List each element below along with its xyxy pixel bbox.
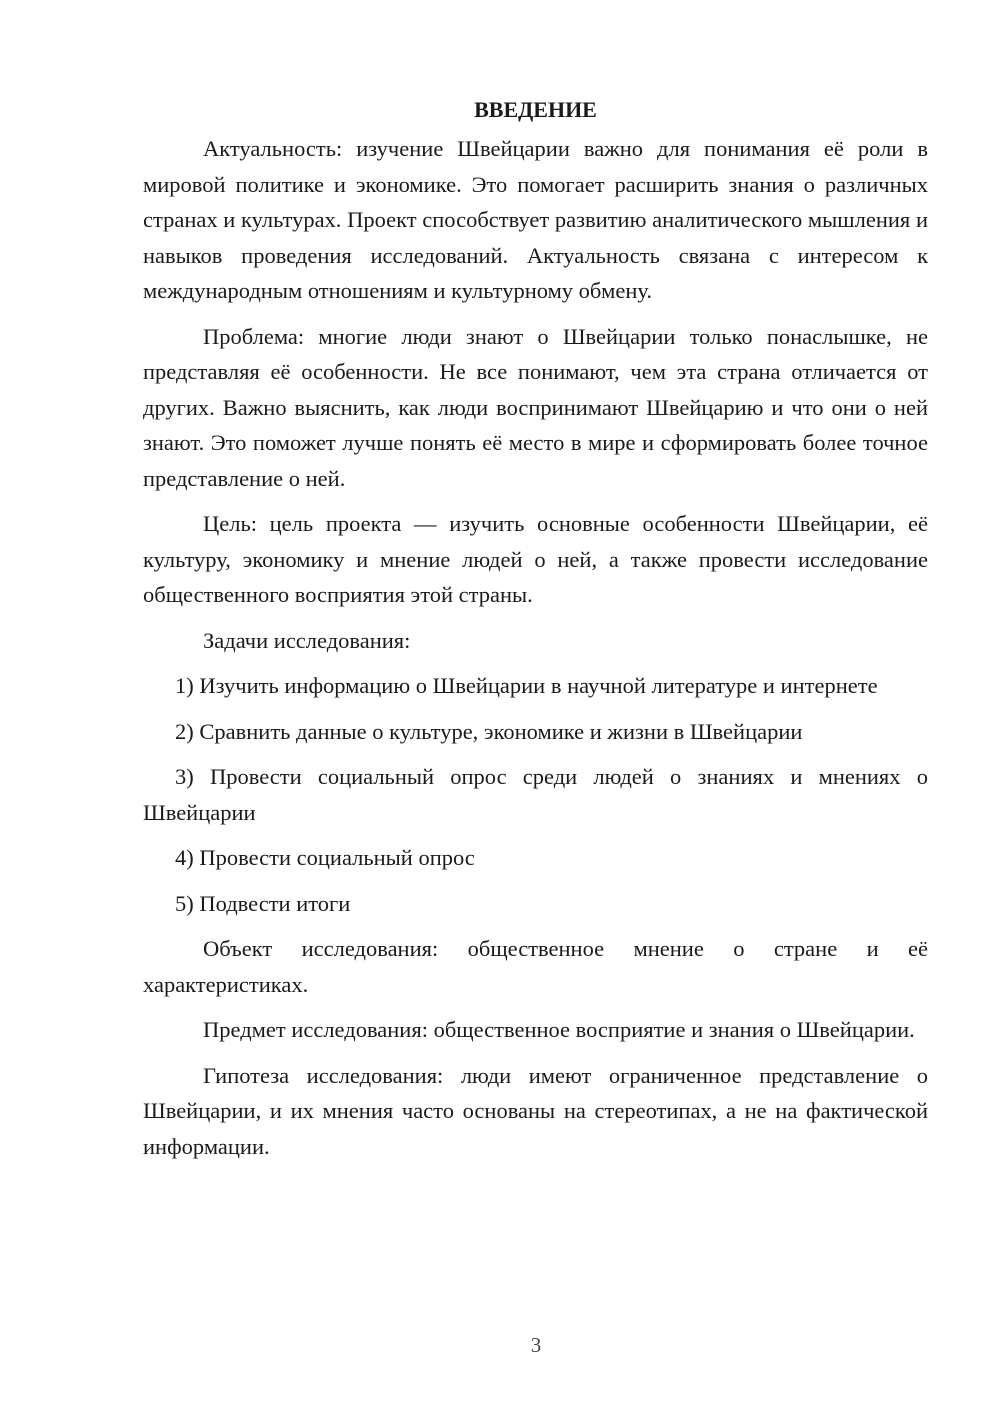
task-item-1: 1) Изучить информацию о Швейцарии в научной литературе и интернете bbox=[175, 673, 878, 698]
paragraph-problem: Проблема: многие люди знают о Швейцарии только понаслышке, не представляя её особенности. Не все понимают, чем эта страна отличается от других. Важно выяснить, как люди воспринимают Швейцарию и что они о ней знают. Это поможет лучше понять её место в мире и сформировать более точное представление о ней. bbox=[143, 323, 928, 491]
section-title: ВВЕДЕНИЕ bbox=[474, 97, 597, 122]
tasks-heading: Задачи исследования: bbox=[203, 627, 411, 653]
paragraph-subject: Предмет исследования: общественное восприятие и знания о Швейцарии. bbox=[203, 1017, 915, 1042]
paragraph-hypothesis: Гипотеза исследования: люди имеют ограниченное представление о Швейцарии, и их мнения часто основаны на стереотипах, а не на фактической информации. bbox=[143, 1062, 928, 1159]
paragraph-goal: Цель: цель проекта — изучить основные особенности Швейцарии, её культуру, экономику и мнение людей о ней, а также провести исследование общественного восприятия этой страны. bbox=[143, 511, 928, 607]
document-page bbox=[143, 92, 928, 1174]
task-item-5: 5) Подвести итоги bbox=[175, 890, 351, 916]
paragraph-relevance: Актуальность: изучение Швейцарии важно для понимания её роли в мировой политике и экономике. Это помогает расширить знания о различных странах и культурах. Проект способствует развитию аналитического мышления и навыков проведения исследований. Актуальность связана с интересом к международным отношениям и культурному обмену. bbox=[143, 136, 928, 303]
task-item-3: 3) Провести социальный опрос среди людей о знаниях и мнениях о Швейцарии bbox=[143, 764, 928, 825]
task-item-4: 4) Провести социальный опрос bbox=[175, 845, 475, 870]
page-number: 3 bbox=[530, 1333, 542, 1357]
paragraph-object: Объект исследования: общественное мнение о стране и её характеристиках. bbox=[143, 936, 928, 997]
task-item-2: 2) Сравнить данные о культуре, экономике и жизни в Швейцарии bbox=[175, 718, 803, 744]
